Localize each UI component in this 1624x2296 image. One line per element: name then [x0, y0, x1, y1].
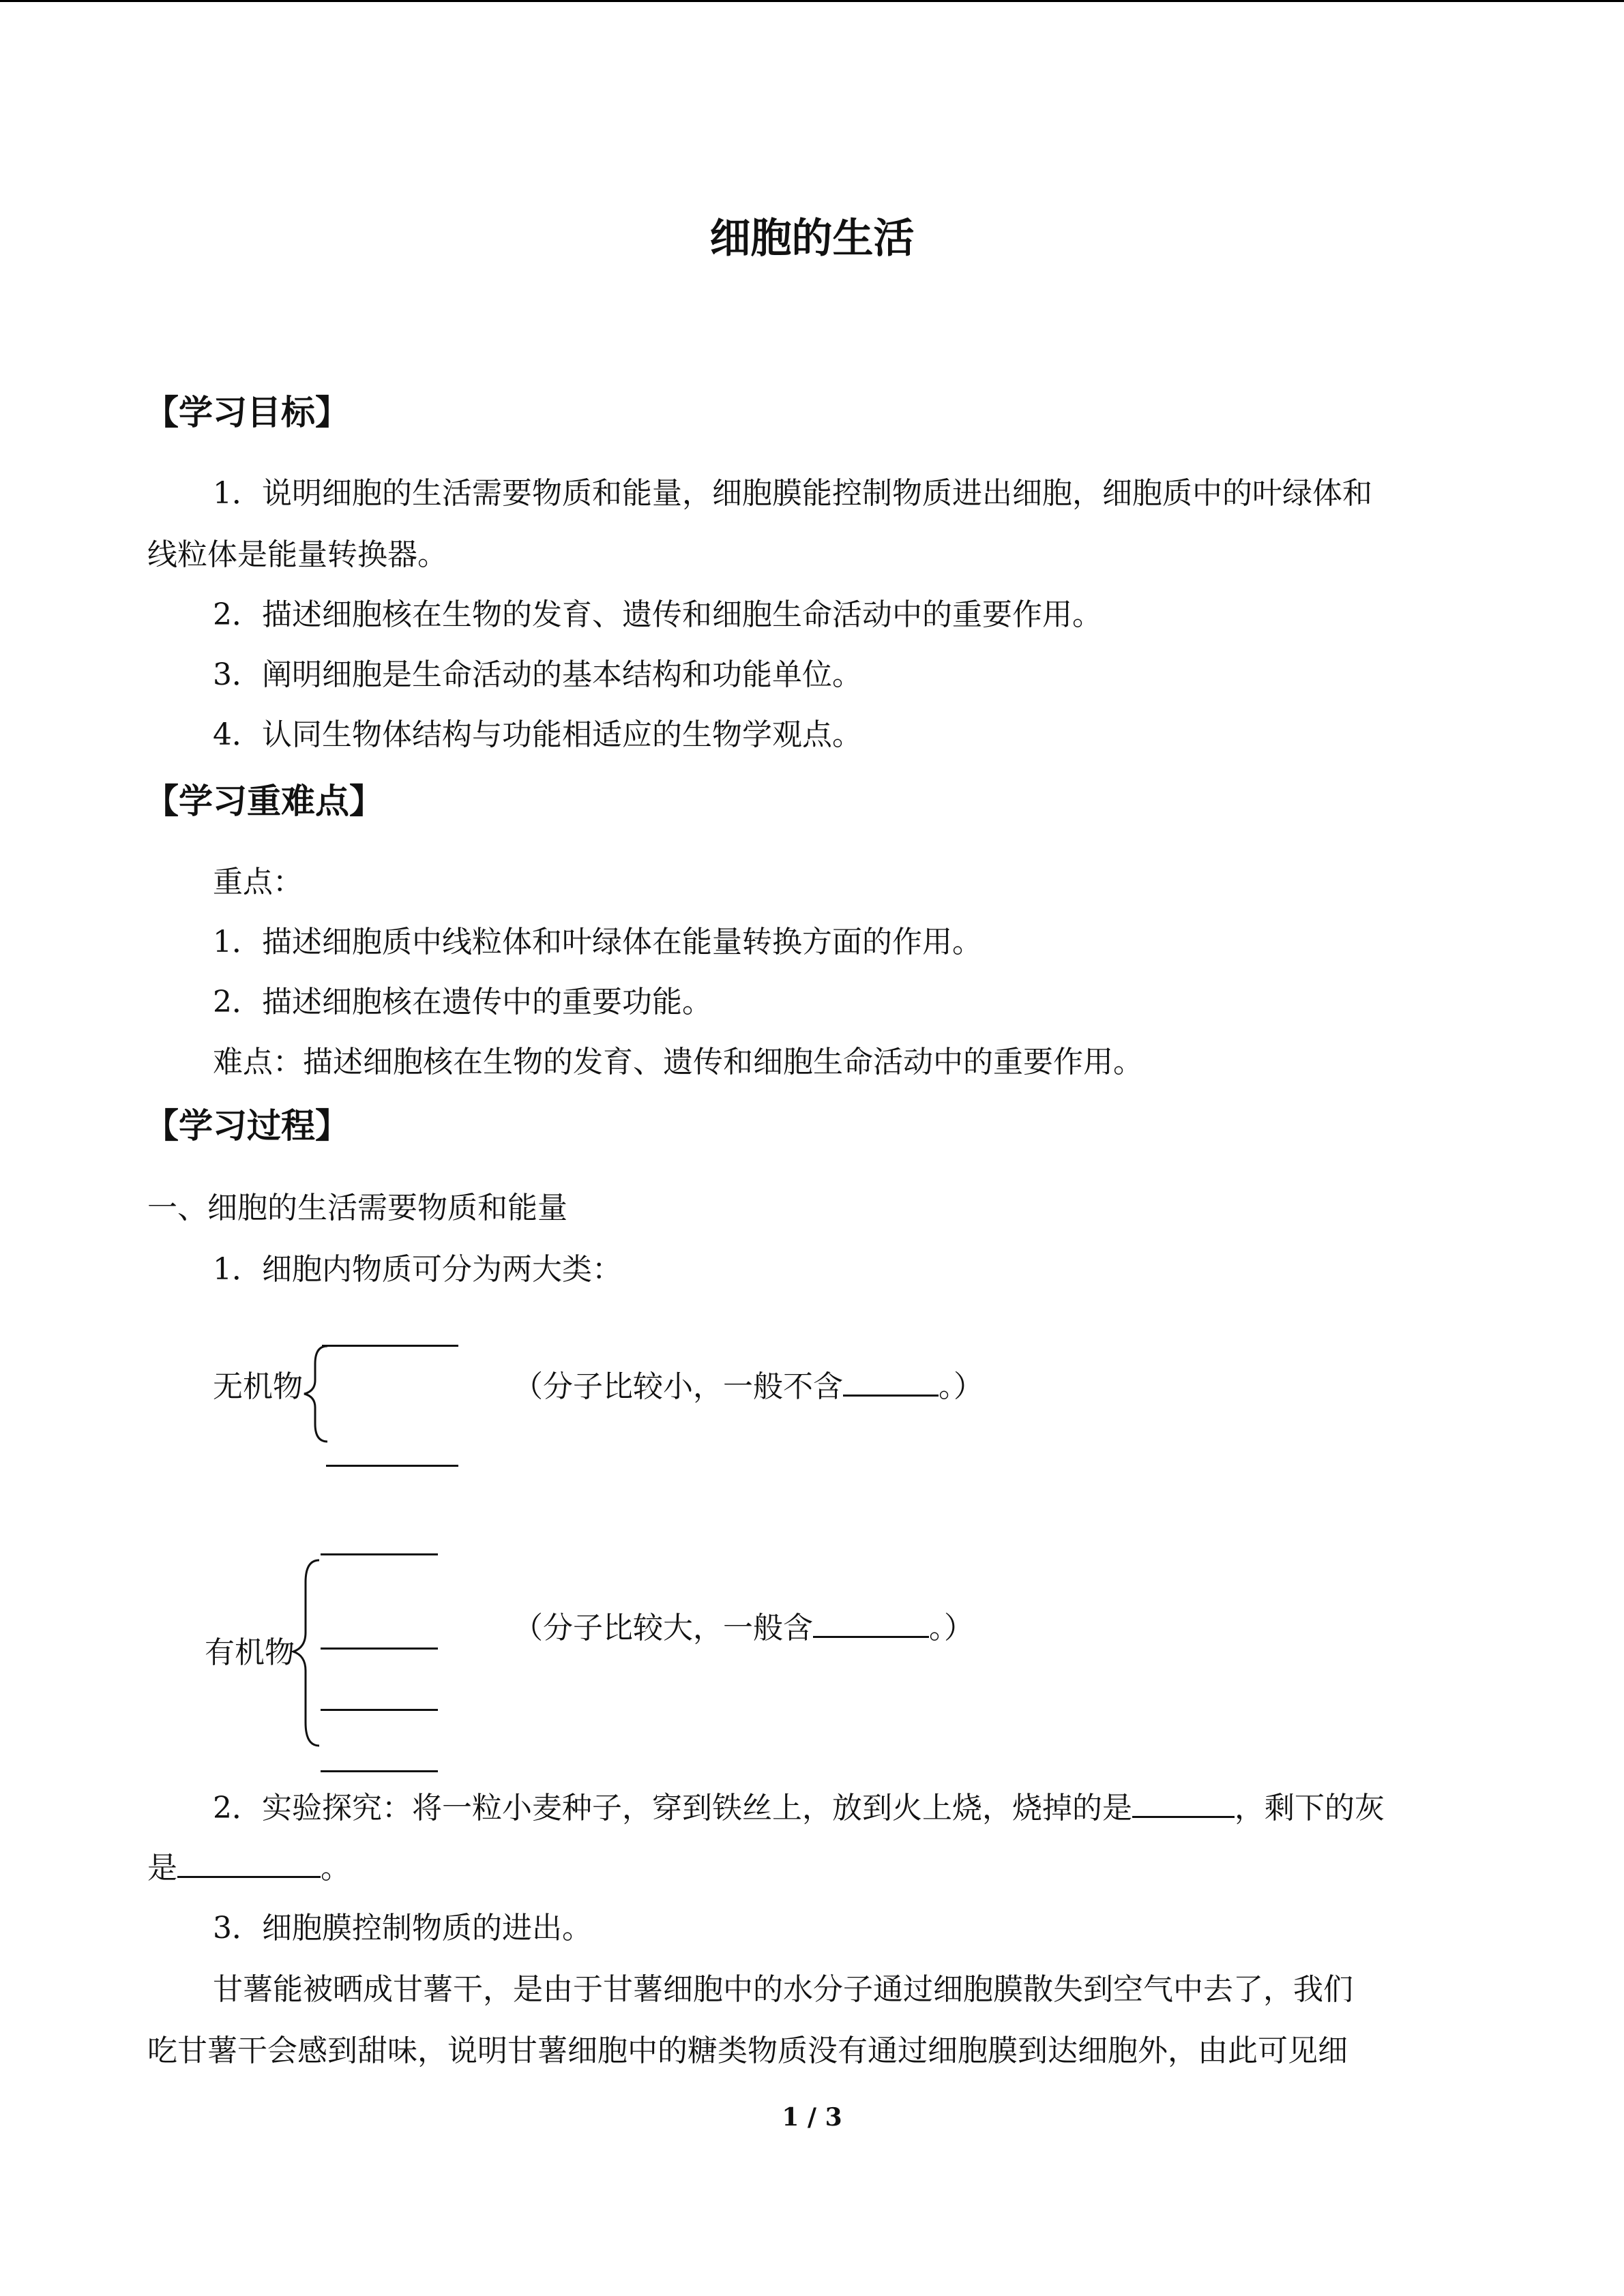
process-item-2-line2: [147, 1848, 351, 1889]
page-title: 细胞的生活: [709, 215, 915, 263]
organic-note-text: （分子比较大，一般含: [513, 1611, 813, 1645]
objective-line: 1．说明细胞的生活需要物质和能量，细胞膜能控制物质进出细胞，细胞质中的叶绿体和: [213, 476, 1372, 511]
organic-note-end: 。）: [929, 1611, 974, 1645]
organic-label: 有机物: [205, 1635, 295, 1670]
process-item: 1．细胞内物质可分为两大类：: [213, 1252, 622, 1287]
item2-line2-text: 是: [147, 1851, 177, 1885]
item2-blank-1: [1132, 1789, 1235, 1818]
page-number: 1 / 3: [782, 2103, 842, 2132]
inorganic-label: 无机物: [213, 1369, 303, 1404]
focus-item: 2．描述细胞核在遗传中的重要功能。: [213, 985, 712, 1019]
heading-key-points: 【学习重难点】: [145, 781, 383, 821]
objective-line: 2．描述细胞核在生物的发育、遗传和细胞生命活动中的重要作用。: [213, 597, 1102, 632]
organic-blank-3: [321, 1709, 438, 1711]
objective-line: 4．认同生物体结构与功能相适应的生物学观点。: [213, 717, 862, 752]
organic-blank-1: [321, 1553, 438, 1555]
organic-blank-2: [321, 1648, 438, 1650]
section-heading: 一、细胞的生活需要物质和能量: [147, 1191, 567, 1225]
inorganic-blank-2: [326, 1465, 458, 1467]
inorganic-note: [513, 1367, 984, 1407]
paragraph-line: 吃甘薯干会感到甜味，说明甘薯细胞中的糖类物质没有通过细胞膜到达细胞外，由此可见细: [147, 2033, 1348, 2068]
objective-line: 3．阐明细胞是生命活动的基本结构和功能单位。: [213, 657, 862, 692]
organic-note-blank: [813, 1609, 929, 1638]
focus-item: 1．描述细胞质中线粒体和叶绿体在能量转换方面的作用。: [213, 925, 982, 959]
organic-blank-4: [321, 1770, 438, 1772]
paragraph-line: 甘薯能被晒成甘薯干，是由于甘薯细胞中的水分子通过细胞膜散失到空气中去了，我们: [213, 1972, 1353, 2007]
organic-bracket: [289, 1544, 330, 1762]
inorganic-note-end: 。）: [939, 1369, 984, 1404]
item2-blank-2: [177, 1849, 321, 1878]
item2-text: 2．实验探究：将一粒小麦种子，穿到铁丝上，放到火上烧，烧掉的是: [213, 1791, 1132, 1825]
heading-objectives: 【学习目标】: [145, 393, 349, 432]
item2-text-after: ，剩下的灰: [1235, 1791, 1385, 1825]
process-item: 3．细胞膜控制物质的进出。: [213, 1911, 592, 1945]
page-top-border: [0, 0, 1624, 2]
inorganic-bracket: [300, 1337, 341, 1459]
process-item-2-line1: [213, 1788, 1385, 1829]
objective-line: 线粒体是能量转换器。: [147, 537, 447, 572]
item2-line2-end: 。: [321, 1851, 351, 1885]
inorganic-note-text: （分子比较小，一般不含: [513, 1369, 843, 1404]
difficulty-item: 难点：描述细胞核在生物的发育、遗传和细胞生命活动中的重要作用。: [213, 1045, 1143, 1079]
heading-process: 【学习过程】: [145, 1106, 349, 1146]
focus-label: 重点：: [213, 865, 303, 899]
inorganic-blank-1: [322, 1345, 458, 1347]
inorganic-note-blank: [843, 1367, 939, 1397]
organic-note: [513, 1608, 974, 1649]
